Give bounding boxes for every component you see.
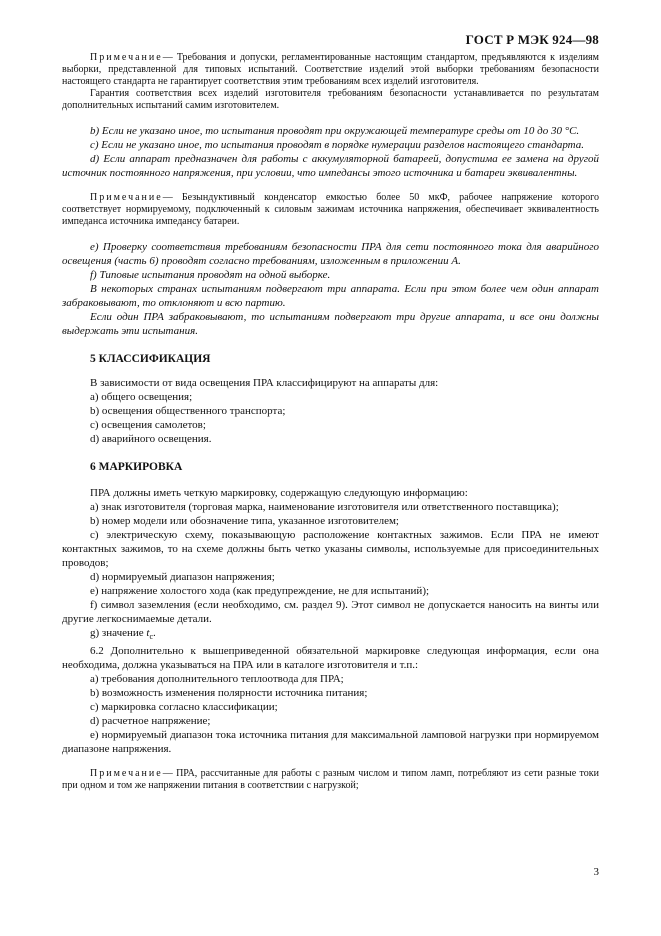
section-6-2: 6.2 Дополнительно к вышеприведенной обязательной маркировке следующая информация, если она необходима, должна указываться на ПРА или в каталоге изготовителя и т.п.: [62, 645, 599, 672]
section-6-item-f: f) символ заземления (если необходимо, см. раздел 9). Этот символ не допускается наносить на винты или другие легкоснимаемые детали. [62, 599, 599, 625]
section-5-item: b) освещения общественного транспорта; [90, 405, 286, 417]
para-three-apparatus: В некоторых странах испытаниям подвергают три аппарата. Если при этом более чем один аппарат забраковывают, то отклоняют и всю партию. [62, 283, 599, 309]
note-1: Примечание— Требования и допуски, регламентированные настоящим стандартом, предъявляются к изделиям выборки, представленной для типовых испытаний. Соответствие изделий этой выборки требованиям безопасности настоящего стандарта не гарантирует соответствия этим требованиям всех изделий изготовителя. [62, 52, 599, 87]
page-number: 3 [593, 866, 599, 878]
section-6-2-item: a) требования дополнительного теплоотвода для ПРА; [90, 673, 344, 686]
item-f: f) Типовые испытания проводят на одной выборке. [90, 269, 331, 281]
section-6-item-e: e) напряжение холостого хода (как предупреждение, не для испытаний); [90, 585, 430, 597]
section-6-2-item: e) нормируемый диапазон тока источника питания для максимальной ламповой нагрузки при нормируемом диапазоне напряжения. [62, 729, 599, 756]
para-reject: Если один ПРА забраковывают, то испытаниям подвергают три другие аппарата, и все они должны выдержать эти испытания. [62, 311, 599, 337]
note-1-continuation: Гарантия соответствия всех изделий изготовителя требованиям безопасности устанавливается по результатам дополнительных испытаний самим изготовителем. [62, 88, 599, 111]
section-6-title: 6 МАРКИРОВКА [90, 461, 183, 473]
section-6-2-item: c) маркировка согласно классификации; [90, 701, 278, 714]
section-6-item-g: g) значение $t_c$. [90, 627, 156, 642]
item-b: b) Если не указано иное, то испытания проводят при окружающей температуре среды от 10 до 30 °C. [90, 125, 580, 137]
item-c: c) Если не указано иное, то испытания проводят в порядке нумерации разделов настоящего стандарта. [90, 139, 585, 151]
tc-symbol: t [146, 627, 150, 639]
note-label: Примечание [90, 52, 163, 63]
section-5-title: 5 КЛАССИФИКАЦИЯ [90, 353, 211, 365]
section-6-item-d: d) нормируемый диапазон напряжения; [90, 571, 275, 583]
section-5-item: d) аварийного освещения. [90, 433, 212, 445]
section-6-item-c: c) электрическую схему, показывающую расположение контактных зажимов. Если ПРА не имеют контактных зажимов, то на схеме должны быть четко указаны символы, используемые для присоединительных проводов; [62, 529, 599, 569]
standard-header: ГОСТ Р МЭК 924—98 [465, 32, 599, 47]
page-content [62, 52, 599, 792]
section-5-item: c) освещения самолетов; [90, 419, 206, 431]
note-label: Примечание [90, 768, 163, 780]
item-e: e) Проверку соответствия требованиям безопасности ПРА для сети постоянного тока для аварийного освещения (часть 6) проводят согласно требованиям, изложенным в приложении А. [62, 241, 599, 267]
section-5-intro: В зависимости от вида освещения ПРА классифицируют на аппараты для: [90, 377, 439, 389]
item-d: d) Если аппарат предназначен для работы с аккумуляторной батареей, допустима ее замена на другой источник постоянного напряжения, при условии, что импедансы этого источника и батареи эквивалентны. [62, 153, 599, 179]
section-6-item-a: a) знак изготовителя (торговая марка, наименование изготовителя или ответственного поставщика); [90, 501, 559, 513]
section-5-item: a) общего освещения; [90, 391, 193, 403]
note-label: Примечание [90, 192, 163, 203]
note-3: Примечание— ПРА, рассчитанные для работы с разным числом и типом ламп, потребляют из сети разные токи при одном и том же напряжении питания в соответствии с нагрузкой; [62, 768, 599, 792]
section-6-2-item: b) возможность изменения полярности источника питания; [90, 687, 368, 700]
section-6-item-b: b) номер модели или обозначение типа, указанное изготовителем; [90, 515, 399, 527]
section-6-intro: ПРА должны иметь четкую маркировку, содержащую следующую информацию: [90, 487, 468, 499]
note-2: Примечание— Безындуктивный конденсатор емкостью более 50 мкФ, рабочее напряжение которого соответствует нормируемому, подключенный к силовым зажимам источника напряжения, обеспечивает эквивалентность импеданса источника импедансу батареи. [62, 192, 599, 227]
section-6-2-item: d) расчетное напряжение; [90, 715, 211, 728]
